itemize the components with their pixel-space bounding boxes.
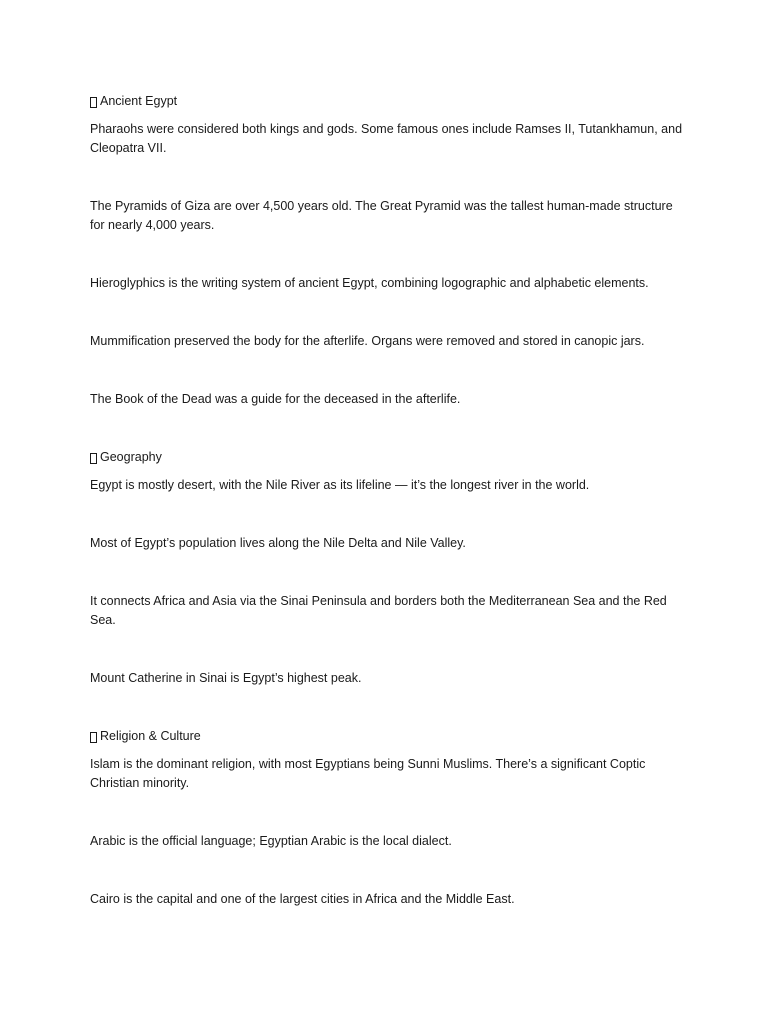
section-ancient-egypt: [90, 92, 690, 409]
section-heading-text: Ancient Egypt: [100, 94, 178, 108]
section-heading: [90, 448, 690, 467]
section-geography: [90, 448, 690, 688]
paragraph: Hieroglyphics is the writing system of ancient Egypt, combining logographic and alphabetic elements.: [90, 276, 649, 290]
document-content: [90, 92, 690, 948]
section-heading: [90, 92, 690, 111]
paragraph: It connects Africa and Asia via the Sinai Peninsula and borders both the Mediterranean Sea and the Red Sea.: [90, 594, 667, 627]
section-heading-text: Geography: [100, 450, 162, 464]
missing-glyph-icon: [90, 97, 97, 108]
paragraph: Mount Catherine in Sinai is Egypt’s highest peak.: [90, 671, 362, 685]
paragraph: Arabic is the official language; Egyptian Arabic is the local dialect.: [90, 834, 452, 848]
section-religion-culture: [90, 727, 690, 909]
paragraph: Mummification preserved the body for the afterlife. Organs were removed and stored in canopic jars.: [90, 334, 645, 348]
missing-glyph-icon: [90, 453, 97, 464]
paragraph: The Book of the Dead was a guide for the deceased in the afterlife.: [90, 392, 461, 406]
paragraph: Pharaohs were considered both kings and gods. Some famous ones include Ramses II, Tutankhamun, and Cleopatra VII.: [90, 122, 683, 155]
section-heading: [90, 727, 690, 746]
paragraph: The Pyramids of Giza are over 4,500 years old. The Great Pyramid was the tallest human-made structure for nearly 4,000 years.: [90, 199, 673, 232]
paragraph: Egypt is mostly desert, with the Nile River as its lifeline — it’s the longest river in the world.: [90, 478, 590, 492]
missing-glyph-icon: [90, 732, 97, 743]
paragraph: Most of Egypt’s population lives along the Nile Delta and Nile Valley.: [90, 536, 466, 550]
section-heading-text: Religion & Culture: [100, 729, 201, 743]
paragraph: Islam is the dominant religion, with most Egyptians being Sunni Muslims. There’s a significant Coptic Christian minority.: [90, 757, 646, 790]
paragraph: Cairo is the capital and one of the largest cities in Africa and the Middle East.: [90, 892, 515, 906]
